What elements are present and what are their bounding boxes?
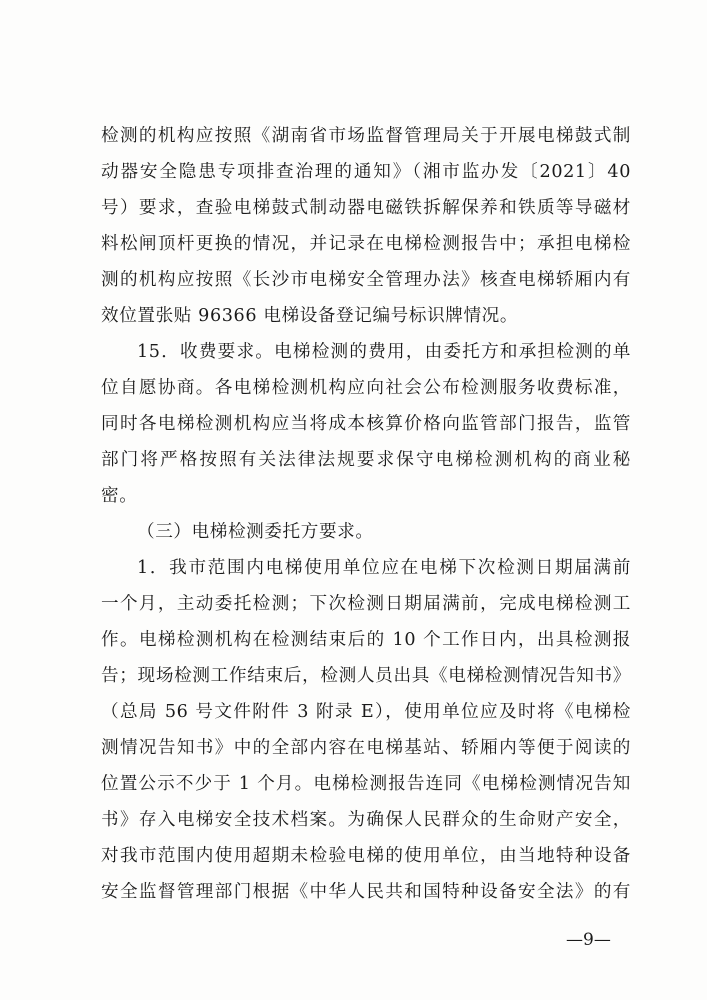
- text-line: 作。电梯检测机构在检测结束后的 10 个工作日内，出具检测报: [101, 630, 631, 650]
- text-line: 书》存入电梯安全技术档案。为确保人民群众的生命财产安全，: [101, 810, 631, 830]
- text-line: 测情况告知书》中的全部内容在电梯基站、轿厢内等便于阅读的: [101, 738, 631, 758]
- text-line: 位置公示不少于 1 个月。电梯检测报告连同《电梯检测情况告知: [101, 774, 631, 794]
- text-line: 检测的机构应按照《湖南省市场监督管理局关于开展电梯鼓式制: [101, 126, 631, 146]
- text-line: 密。: [101, 486, 138, 506]
- paragraph-15-first-line: 15．收费要求。电梯检测的费用，由委托方和承担检测的单: [137, 342, 631, 362]
- text-line: 同时各电梯检测机构应当将成本核算价格向监管部门报告，监管: [101, 414, 631, 434]
- text-line: 号）要求，查验电梯鼓式制动器电磁铁拆解保养和铁质等导磁材: [101, 198, 631, 218]
- text-line: 部门将严格按照有关法律法规要求保守电梯检测机构的商业秘: [101, 450, 631, 470]
- text-line: 动器安全隐患专项排查治理的通知》（湘市监办发〔2021〕40: [101, 162, 631, 182]
- text-line: 效位置张贴 96366 电梯设备登记编号标识牌情况。: [101, 306, 519, 326]
- text-line: 位自愿协商。各电梯检测机构应向社会公布检测服务收费标准，: [101, 378, 631, 398]
- text-line: 对我市范围内使用超期未检验电梯的使用单位，由当地特种设备: [101, 846, 631, 866]
- section-heading: （三）电梯检测委托方要求。: [137, 522, 374, 542]
- text-line: 安全监督管理部门根据《中华人民共和国特种设备安全法》的有: [101, 882, 631, 902]
- text-line: 料松闸顶杆更换的情况，并记录在电梯检测报告中；承担电梯检: [101, 234, 631, 254]
- paragraph-1-first-line: 1．我市范围内电梯使用单位应在电梯下次检测日期届满前: [137, 558, 631, 578]
- text-line: 一个月，主动委托检测；下次检测日期届满前，完成电梯检测工: [101, 594, 631, 614]
- text-line: （总局 56 号文件附件 3 附录 E），使用单位应及时将《电梯检: [101, 702, 631, 722]
- text-line: 测的机构应按照《长沙市电梯安全管理办法》核查电梯轿厢内有: [101, 270, 631, 290]
- text-line: 告；现场检测工作结束后，检测人员出具《电梯检测情况告知书》: [101, 666, 631, 686]
- page-number: —9—: [566, 930, 611, 950]
